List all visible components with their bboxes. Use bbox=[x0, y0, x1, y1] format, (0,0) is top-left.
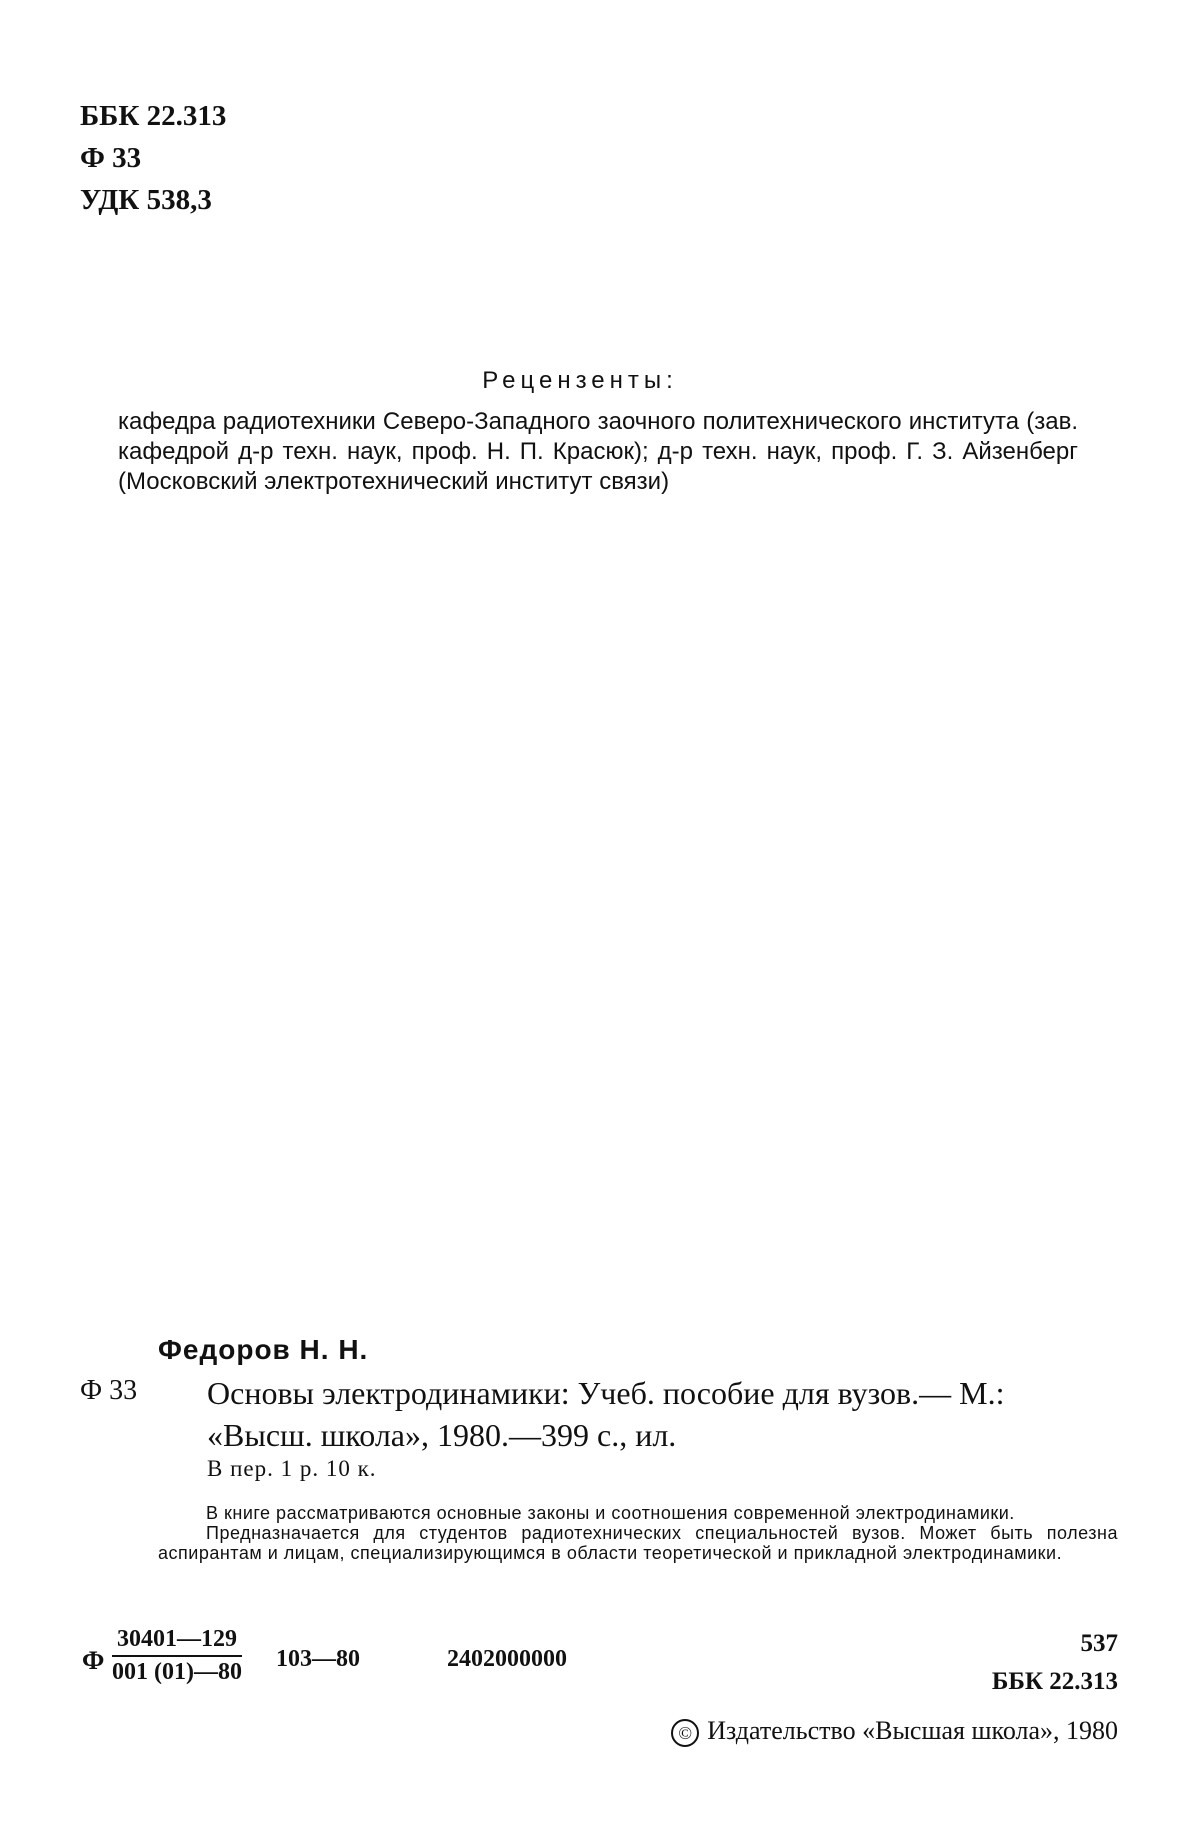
catalog-title-line-1: Основы электродинамики: Учеб. пособие для вузов.— М.: bbox=[207, 1375, 1005, 1411]
catalog-price: В пер. 1 р. 10 к. bbox=[207, 1456, 377, 1481]
catalog-code: Ф 33 bbox=[80, 1375, 138, 1406]
fraction-numerator: 30401—129 bbox=[112, 1626, 242, 1657]
imprint-f-letter: Ф bbox=[82, 1646, 105, 1675]
reviewers-heading: Рецензенты: bbox=[482, 367, 678, 394]
catalog-title bbox=[207, 1372, 1117, 1456]
catalog-title-line-2: «Высш. школа», 1980.—399 с., ил. bbox=[207, 1417, 677, 1453]
copyright-text: Издательство «Высшая школа», 1980 bbox=[707, 1716, 1118, 1745]
imprint-plan-number: 103—80 bbox=[276, 1646, 360, 1672]
catalog-annotation bbox=[158, 1503, 1118, 1563]
catalog-author: Федоров Н. Н. bbox=[158, 1334, 369, 1365]
udc-right: 537 bbox=[1080, 1630, 1118, 1657]
copyright-icon: © bbox=[671, 1719, 699, 1747]
copyright-line bbox=[671, 1716, 1118, 1747]
fraction-denominator: 001 (01)—80 bbox=[112, 1659, 242, 1685]
bbk-code: ББК 22.313 bbox=[80, 100, 227, 132]
reviewers-text: кафедра радиотехники Северо-Западного заочного политехнического института (зав. кафедрой д-р техн. наук, проф. Н. П. Красюк); д-р техн. наук, проф. Г. З. Айзенберг (Московский электротехнический институт связи) bbox=[118, 408, 1078, 495]
udk-code: УДК 538,3 bbox=[80, 184, 212, 216]
author-sign-code: Ф 33 bbox=[80, 142, 142, 174]
annotation-paragraph-1: В книге рассматриваются основные законы и соотношения современной электродинамики. bbox=[206, 1503, 1015, 1523]
classification-block bbox=[80, 95, 226, 221]
bbk-right: ББК 22.313 bbox=[991, 1668, 1118, 1695]
annotation-paragraph-2: Предназначается для студентов радиотехнических специальностей вузов. Может быть полезна аспирантам и лицам, специализирующимся в области теоретической и прикладной электродинамики. bbox=[158, 1523, 1118, 1563]
imprint-fraction bbox=[112, 1626, 242, 1686]
imprint-right-codes bbox=[992, 1625, 1118, 1701]
imprint-code-number: 2402000000 bbox=[447, 1646, 567, 1672]
